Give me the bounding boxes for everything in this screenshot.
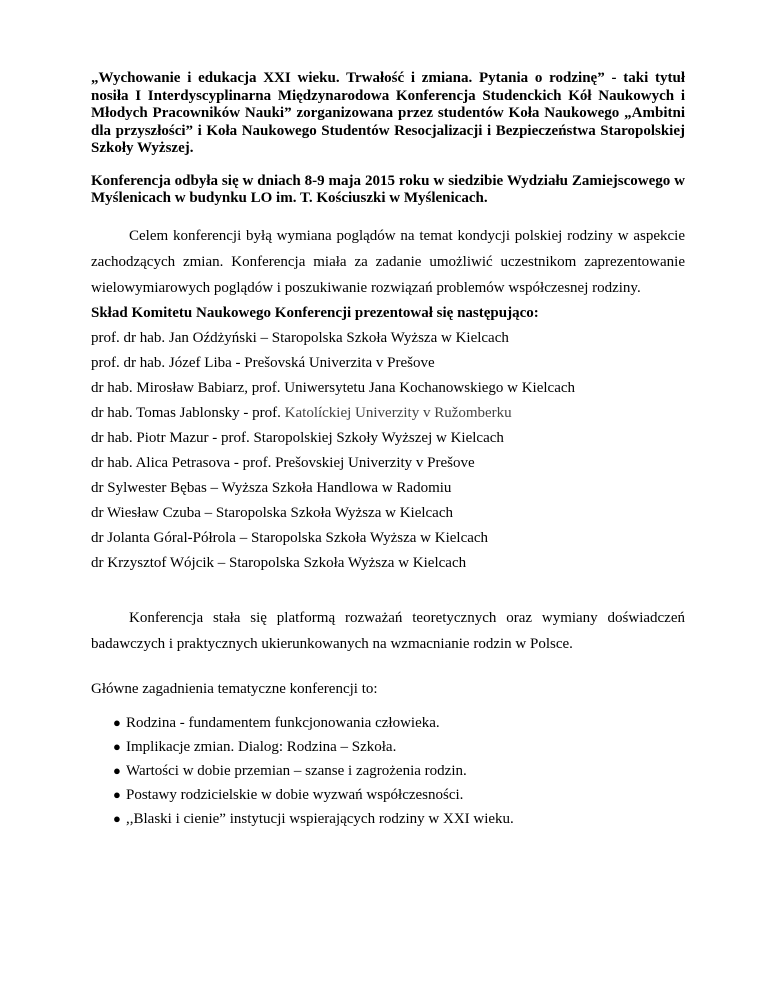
topics-list [91, 713, 685, 833]
bullet-icon: ● [113, 762, 121, 778]
committee-list [91, 326, 685, 576]
topic-text: Wartości w dobie przemian – szanse i zagrożenia rodzin. [126, 762, 467, 779]
topic-item [91, 809, 685, 833]
member-text: dr Wiesław Czuba – Staropolska Szkoła Wyższa w Kielcach [91, 504, 453, 521]
member-text: dr Jolanta Góral-Półrola – Staropolska Szkoła Wyższa w Kielcach [91, 529, 489, 546]
member-text: dr Krzysztof Wójcik – Staropolska Szkoła Wyższa w Kielcach [91, 554, 467, 571]
document-page [91, 70, 685, 833]
committee-member [91, 451, 685, 476]
member-text: prof. dr hab. Jan Oźdżyński – Staropolska Szkoła Wyższa w Kielcach [91, 329, 509, 346]
member-text: dr hab. Piotr Mazur - prof. Staropolskiej Szkoły Wyższej w Kielcach [91, 429, 504, 446]
committee-member [91, 501, 685, 526]
topic-text: Rodzina - fundamentem funkcjonowania człowieka. [126, 714, 440, 731]
committee-member [91, 401, 685, 426]
committee-member [91, 476, 685, 501]
topics-heading: Główne zagadnienia tematyczne konferencji to: [91, 680, 378, 697]
committee-member [91, 426, 685, 451]
committee-member [91, 551, 685, 576]
topic-text: ,,Blaski i cienie” instytucji wspierających rodziny w XXI wieku. [126, 810, 514, 827]
topic-item [91, 737, 685, 761]
committee-member [91, 326, 685, 351]
intro-paragraph: „Wychowanie i edukacja XXI wieku. Trwałość i zmiana. Pytania o rodzinę” - taki tytuł nosiła I Interdyscyplinarna Międzynarodowa Konferencja Studenckich Kół Naukowych i Młodych Pracowników Nauki” zorganizowana przez studentów Koła Naukowego „Ambitni dla przyszłości” i Koła Naukowego Studentów Resocjalizacji i Bezpieczeństwa Staropolskiej Szkoły Wyższej. [91, 70, 685, 156]
bullet-icon: ● [113, 714, 121, 730]
dates-paragraph: Konferencja odbyła się w dniach 8-9 maja 2015 roku w siedzibie Wydziału Zamiejscowego w Myślenicach w budynku LO im. T. Kościuszki w Myślenicach. [91, 172, 685, 206]
topic-item [91, 761, 685, 785]
bullet-icon: ● [113, 786, 121, 802]
bullet-icon: ● [113, 738, 121, 754]
topic-text: Implikacje zmian. Dialog: Rodzina – Szkoła. [126, 738, 397, 755]
aim-paragraph: Celem konferencji byłą wymiana poglądów na temat kondycji polskiej rodziny w aspekcie zachodzących zmian. Konferencja miała za zadanie umożliwić uczestnikom zaprezentowanie wielowymiarowych poglądów i poszukiwanie rozwiązań problemów współczesnej rodziny. [91, 227, 685, 296]
member-text: prof. dr hab. Józef Liba - Prešovská Univerzita v Prešove [91, 354, 435, 371]
member-text: dr Sylwester Bębas – Wyższa Szkoła Handlowa w Radomiu [91, 479, 452, 496]
member-text: dr hab. Alica Petrasova - prof. Prešovskiej Univerzity v Prešove [91, 454, 475, 471]
committee-member [91, 376, 685, 401]
topic-item [91, 785, 685, 809]
member-affiliation: Katolíckiej Univerzity v Ružomberku [284, 404, 512, 421]
bullet-icon: ● [113, 810, 121, 826]
platform-paragraph: Konferencja stała się platformą rozważań teoretycznych oraz wymiany doświadczeń badawczych i praktycznych ukierunkowanych na wzmacnianie rodzin w Polsce. [91, 609, 685, 652]
committee-member [91, 351, 685, 376]
member-text: dr hab. Mirosław Babiarz, prof. Uniwersytetu Jana Kochanowskiego w Kielcach [91, 379, 576, 396]
topic-text: Postawy rodzicielskie w dobie wyzwań współczesności. [126, 786, 464, 803]
topic-item [91, 713, 685, 737]
committee-member [91, 526, 685, 551]
member-text: dr hab. Tomas Jablonsky - prof. [91, 404, 285, 421]
committee-heading: Skład Komitetu Naukowego Konferencji prezentował się następująco: [91, 304, 539, 321]
